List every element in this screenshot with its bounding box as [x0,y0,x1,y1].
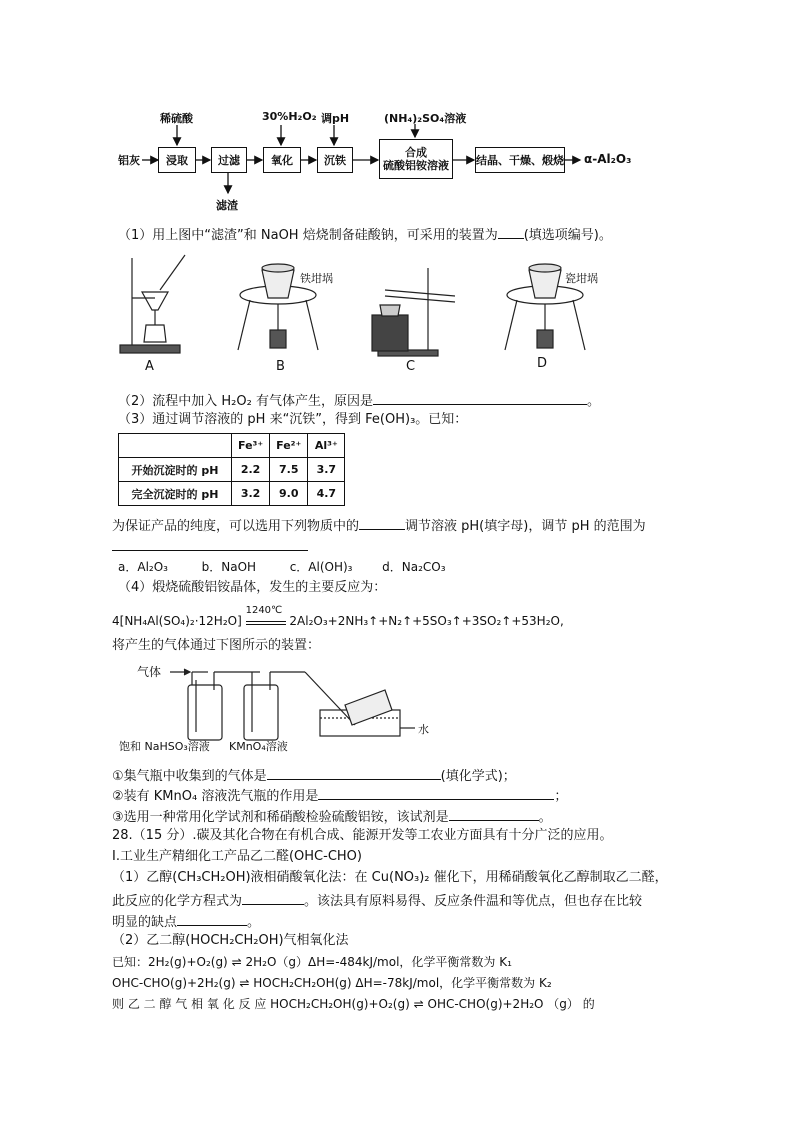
q3-option-a: a．Al₂O₃ [118,560,168,574]
flow-step-leach: 浸取 [158,147,196,173]
q28-p1-l3-text: 明显的缺点 [112,915,178,930]
q28-known2-left: OHC-CHO(g)+2H₂(g) [112,976,236,990]
flow-step-oxidize: 氧化 [263,147,301,173]
q4-sub1 [112,765,516,786]
q3-text2: 为保证产品的纯度，可以选用下列物质中的 [112,519,360,534]
q28-p1-line2 [112,890,642,911]
ph-table-head: Al³⁺ [308,434,345,458]
flow-step-crystallize: 结晶、干燥、煅烧 [475,147,565,173]
q28-last-left: 则 乙 二 醇 气 相 氧 化 反 应 HOCH₂CH₂OH(g)+O₂(g) [112,997,410,1011]
apparatus-figure [110,250,630,375]
q4-sub1-end: (填化学式)； [440,769,516,784]
q28-last [112,995,595,1013]
q28-title: 28.（15 分）.碳及其化合物在有机合成、能源开发等工农业方面具有十分广泛的应用。 [112,828,613,843]
q28-section1: I.工业生产精细化工产品乙二醛(OHC-CHO) [112,849,362,864]
q2-line [118,390,600,411]
flow-step-iron: 沉铁 [317,147,353,173]
table-cell: 9.0 [270,482,308,506]
flow-step-synthesis [379,139,453,179]
table-row [119,482,345,506]
q28-known2 [112,974,552,992]
flow-reagent-ph: 调pH [321,112,350,125]
apparatus-label-b: B [276,359,285,374]
gas-apparatus-figure [130,660,430,750]
q28-p1-blank1[interactable] [242,890,304,905]
q28-known2-right: HOCH₂CH₂OH(g) ΔH=-78kJ/mol，化学平衡常数为 K₂ [253,976,552,990]
q4-eq-condition: 1240℃ [245,605,283,616]
table-cell: 3.2 [232,482,270,506]
apparatus-label-c: C [406,359,416,374]
equilibrium-arrow-icon: ⇌ [413,997,424,1011]
q4-intro: （4）煅烧硫酸铝铵晶体，发生的主要反应为： [118,580,387,595]
q4-sub2-blank[interactable] [318,785,554,800]
q1-line [118,224,612,245]
q4-eq-left: 4[NH₄Al(SO₄)₂·12H₂O] [112,614,242,628]
flow-reagent-ammonium: (NH₄)₂SO₄溶液 [384,112,467,125]
q28-p1-line1: （1）乙醇(CH₃CH₂OH)液相硝酸氧化法：在 Cu(NO₃)₂ 催化下，用稀硝酸氧化乙醇制取乙二醛， [112,870,668,885]
q3-answer-blank-1[interactable] [359,515,405,530]
table-cell: 开始沉淀时的 pH [119,458,232,482]
table-cell: 7.5 [270,458,308,482]
q28-p1-blank2[interactable] [177,911,247,926]
q28-known1 [112,953,512,971]
flow-product: α-Al₂O₃ [584,152,632,166]
q28-known1-left: 已知：2H₂(g)+O₂(g) [112,955,228,969]
flow-reagent-h2o2: 30%H₂O₂ [262,110,317,123]
q4-sub1-blank[interactable] [267,765,441,780]
ph-table-head: Fe²⁺ [270,434,308,458]
q4-sub2-text: ②装有 KMnO₄ 溶液洗气瓶的作用是 [112,789,319,804]
table-row [119,458,345,482]
q4-sub2-end: ； [554,789,568,804]
flow-step-synthesis-line2: 硫酸铝铵溶液 [383,159,449,172]
q3-option-d: d．Na₂CO₃ [382,560,446,574]
q3-answer-blank-2[interactable] [112,550,308,551]
q3-intro: （3）通过调节溶液的 pH 来“沉铁”，得到 Fe(OH)₃。已知： [118,412,468,427]
apparatus-b-note: 铁坩埚 [300,272,333,285]
ph-table-head [119,434,232,458]
ph-table-header [119,434,345,458]
bottle1-label: 饱和 NaHSO₃溶液 [119,740,210,753]
q2-text-end: 。 [586,394,600,409]
apparatus-d-note: 瓷坩埚 [565,272,598,285]
q4-sub3 [112,806,552,827]
table-cell: 完全沉淀时的 pH [119,482,232,506]
q4-sub3-end: 。 [538,810,552,825]
q3-line2 [112,515,646,536]
flow-residue: 滤渣 [216,199,238,212]
q4-sub2 [112,785,567,806]
q28-p1-l2-end: 。该法具有原料易得、反应条件温和等优点，但也存在比较 [304,894,643,909]
q3-text2-end: 调节溶液 pH(填字母)，调节 pH 的范围为 [405,519,646,534]
table-cell: 2.2 [232,458,270,482]
q1-text-end: (填选项编号)。 [523,228,612,243]
ph-table-head: Fe³⁺ [232,434,270,458]
water-label: 水 [418,723,429,736]
table-cell: 4.7 [308,482,345,506]
q28-p1-line3 [112,911,260,932]
q4-eq-arrow [245,605,286,625]
q1-text: （1）用上图中“滤渣”和 NaOH 焙烧制备硅酸钠，可采用的装置为 [118,228,498,243]
bottle2-label: KMnO₄溶液 [229,740,288,753]
q4-eq-right: 2Al₂O₃+2NH₃↑+N₂↑+5SO₃↑+3SO₂↑+53H₂O, [289,614,564,628]
equilibrium-arrow-icon: ⇌ [231,955,242,969]
ph-table [118,433,345,506]
table-cell: 3.7 [308,458,345,482]
apparatus-label-a: A [145,359,154,374]
apparatus-label-d: D [537,356,548,371]
gas-label: 气体 [137,665,162,679]
q3-option-c: c．Al(OH)₃ [289,560,353,574]
q3-option-b: b．NaOH [201,560,257,574]
flow-step-filter: 过滤 [211,147,247,173]
q2-text: （2）流程中加入 H₂O₂ 有气体产生，原因是 [118,394,373,409]
flow-start: 铝灰 [118,154,140,167]
equilibrium-arrow-icon: ⇌ [239,976,250,990]
q28-known1-right: 2H₂O（g）ΔH=-484kJ/mol，化学平衡常数为 K₁ [245,955,512,969]
q1-answer-blank[interactable] [498,224,524,239]
flow-reagent-sulfuric: 稀硫酸 [160,112,193,125]
q28-p1-l2-text: 此反应的化学方程式为 [112,894,243,909]
q28-last-right: OHC-CHO(g)+2H₂O （g） 的 [427,997,595,1011]
q3-options [118,558,446,576]
q28-p2-title: （2）乙二醇(HOCH₂CH₂OH)气相氧化法 [112,933,349,948]
q4-equation [112,605,564,630]
q4-sub3-blank[interactable] [449,806,539,821]
q4-text2: 将产生的气体通过下图所示的装置： [112,638,321,653]
flow-step-synthesis-line1: 合成 [405,146,427,159]
q28-p1-l3-end: 。 [247,915,261,930]
q2-answer-blank[interactable] [373,390,587,405]
q4-sub3-text: ③选用一种常用化学试剂和稀硝酸检验硫酸铝铵，该试剂是 [112,810,449,825]
q4-sub1-text: ①集气瓶中收集到的气体是 [112,769,267,784]
